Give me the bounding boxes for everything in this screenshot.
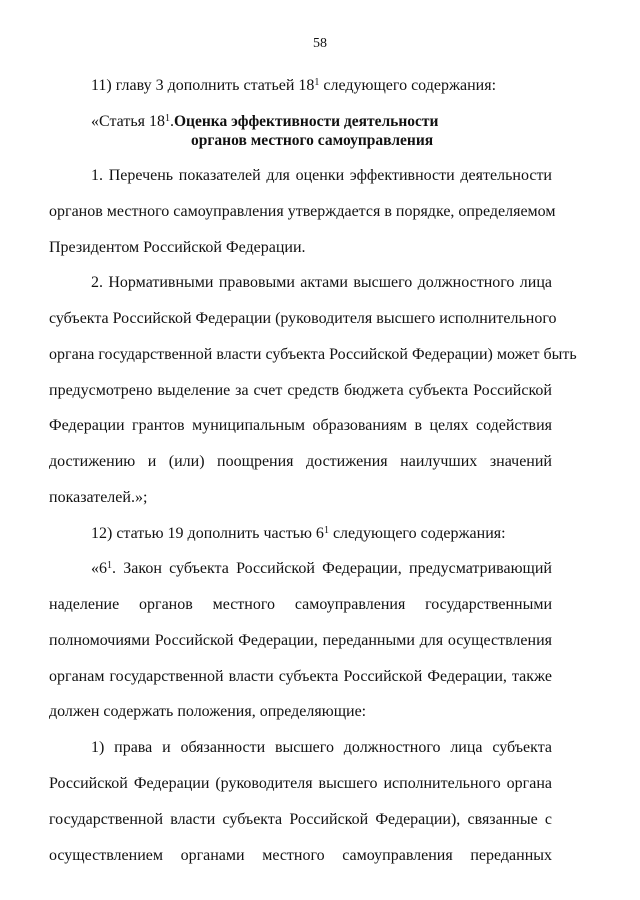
- paragraph-line: полномочиями Российской Федерации, переданными для осуществления: [49, 632, 552, 649]
- paragraph-line: органа государственной власти субъекта Российской Федерации) может быть: [49, 346, 577, 363]
- paragraph-line: государственной власти субъекта Российской Федерации), связанные с: [49, 811, 552, 828]
- paragraph-line: органам государственной власти субъекта Российской Федерации, также: [49, 668, 552, 685]
- paragraph-line: 1) права и обязанности высшего должностного лица субъекта: [91, 739, 552, 756]
- page-number: 58: [313, 36, 327, 51]
- paragraph-line: органов местного самоуправления утверждается в порядке, определяемом: [49, 203, 556, 220]
- paragraph-line: Российской Федерации (руководителя высшего исполнительного органа: [49, 775, 552, 792]
- paragraph-line: 1. Перечень показателей для оценки эффективности деятельности: [91, 167, 552, 184]
- amendment-item-11: 11) главу 3 дополнить статьей $18^1$ следующего содержания:: [91, 77, 497, 94]
- paragraph-line: 2. Нормативными правовыми актами высшего должностного лица: [91, 274, 552, 291]
- amendment-item-12: 12) статью 19 дополнить частью $6^1$ следующего содержания:: [91, 525, 506, 542]
- paragraph-line: наделение органов местного самоуправления государственными: [49, 596, 552, 613]
- paragraph-line: предусмотрено выделение за счет средств бюджета субъекта Российской: [49, 382, 552, 399]
- paragraph-line: осуществлением органами местного самоуправления переданных: [49, 847, 552, 864]
- paragraph-line: должен содержать положения, определяющие:: [49, 703, 367, 720]
- article-title-line-2: органов местного самоуправления: [191, 132, 434, 149]
- article-heading-prefix: «Статья $18^1$.: [91, 113, 174, 130]
- paragraph-line: Президентом Российской Федерации.: [49, 239, 306, 256]
- paragraph-line: показателей.»;: [49, 489, 148, 506]
- paragraph-line: субъекта Российской Федерации (руководителя высшего исполнительного: [49, 310, 557, 327]
- paragraph-line: «$6^1$. Закон субъекта Российской Федерации, предусматривающий: [91, 560, 552, 577]
- paragraph-line: достижению и (или) поощрения достижения наилучших значений: [49, 453, 552, 470]
- paragraph-line: Федерации грантов муниципальным образованиям в целях содействия: [49, 417, 552, 434]
- article-title-line-1: Оценка эффективности деятельности: [174, 113, 439, 130]
